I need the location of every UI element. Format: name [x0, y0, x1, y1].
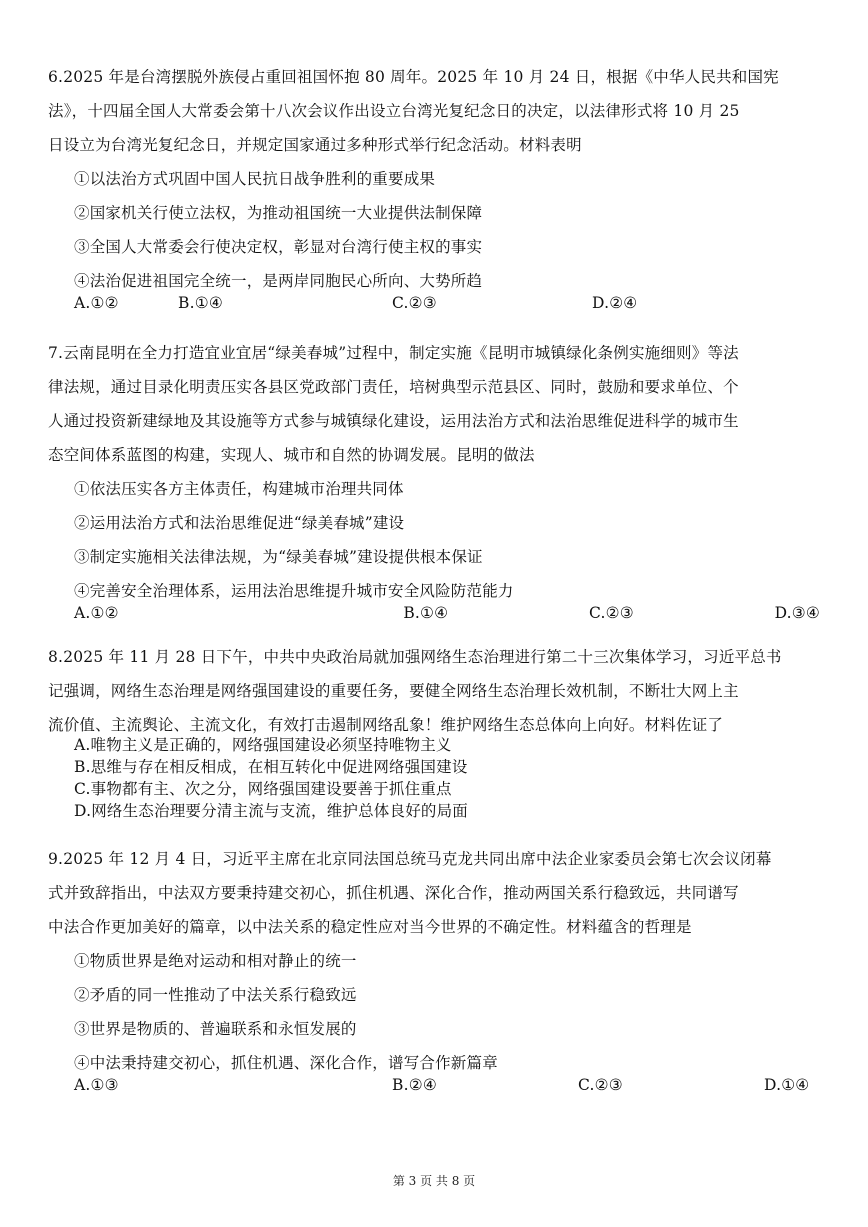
question-stem-line: 中法合作更加美好的篇章，以中法关系的稳定性应对当今世界的不确定性。材料蕴含的哲理是	[48, 918, 692, 936]
option-d[interactable]: D.①④	[764, 1076, 810, 1094]
statement: ②矛盾的同一性推动了中法关系行稳致远	[74, 986, 357, 1004]
statement: ②国家机关行使立法权，为推动祖国统一大业提供法制保障	[74, 204, 483, 222]
question-stem-line: 法》，十四届全国人大常委会第十八次会议作出设立台湾光复纪念日的决定，以法律形式将 10 月 25	[48, 102, 740, 120]
statement: ④完善安全治理体系，运用法治思维提升城市安全风险防范能力	[74, 582, 514, 600]
option-b[interactable]: B.①④	[403, 604, 449, 622]
statement: ③制定实施相关法律法规，为“绿美春城”建设提供根本保证	[74, 548, 483, 566]
options-row	[48, 292, 820, 314]
statement: ③世界是物质的、普遍联系和永恒发展的	[74, 1020, 357, 1038]
question-stem-line: 式并致辞指出，中法双方要秉持建交初心，抓住机遇、深化合作，推动两国关系行稳致远，共同谱写	[48, 884, 739, 902]
question-7	[48, 336, 820, 624]
question-stem-line: 人通过投资新建绿地及其设施等方式参与城镇绿化建设，运用法治方式和法治思维促进科学的城市生	[48, 412, 739, 430]
statement: ①依法压实各方主体责任，构建城市治理共同体	[74, 480, 404, 498]
option-b[interactable]: B.②④	[392, 1076, 437, 1094]
option-a[interactable]: A.①③	[74, 1076, 119, 1094]
question-stem-line: 流价值、主流舆论、主流文化，有效打击遏制网络乱象！维护网络生态总体向上向好。材料佐证了	[48, 716, 724, 734]
option-a[interactable]: A.唯物主义是正确的，网络强国建设必须坚持唯物主义	[74, 736, 452, 754]
option-a[interactable]: A.①②	[74, 604, 119, 622]
option-b[interactable]: B.思维与存在相反相成，在相互转化中促进网络强国建设	[74, 758, 468, 776]
question-8	[48, 640, 820, 822]
option-d[interactable]: D.③④	[774, 604, 820, 622]
option-c[interactable]: C.②③	[578, 1076, 623, 1094]
option-b[interactable]: B.①④	[178, 294, 223, 312]
question-stem-line: 日设立为台湾光复纪念日，并规定国家通过多种形式举行纪念活动。材料表明	[48, 136, 582, 154]
option-c[interactable]: C.事物都有主、次之分，网络强国建设要善于抓住重点	[74, 780, 452, 798]
statement: ④中法秉持建交初心，抓住机遇、深化合作，谱写合作新篇章	[74, 1054, 498, 1072]
option-c[interactable]: C.②③	[392, 294, 437, 312]
question-6	[48, 60, 820, 314]
statement: ①以法治方式巩固中国人民抗日战争胜利的重要成果	[74, 170, 436, 188]
question-stem-line: 7.云南昆明在全力打造宜业宜居“绿美春城”过程中，制定实施《昆明市城镇绿化条例实施细则》等法	[48, 344, 739, 362]
question-stem-line: 记强调，网络生态治理是网络强国建设的重要任务，要健全网络生态治理长效机制，不断壮大网上主	[48, 682, 739, 700]
question-stem-line: 9.2025 年 12 月 4 日，习近平主席在北京同法国总统马克龙共同出席中法企业家委员会第七次会议闭幕	[48, 850, 772, 868]
statement: ④法治促进祖国完全统一，是两岸同胞民心所向、大势所趋	[74, 272, 483, 290]
question-stem-line: 态空间体系蓝图的构建，实现人、城市和自然的协调发展。昆明的做法	[48, 446, 535, 464]
options-row	[48, 602, 820, 624]
statement: ②运用法治方式和法治思维促进“绿美春城”建设	[74, 514, 405, 532]
option-a[interactable]: A.①②	[74, 294, 119, 312]
option-d[interactable]: D.②④	[592, 294, 638, 312]
statement: ①物质世界是绝对运动和相对静止的统一	[74, 952, 357, 970]
question-stem-line: 8.2025 年 11 月 28 日下午，中共中央政治局就加强网络生态治理进行第二十三次集体学习，习近平总书	[48, 648, 782, 666]
question-stem-line: 律法规，通过目录化明责压实各县区党政部门责任，培树典型示范县区、同时，鼓励和要求单位、个	[48, 378, 739, 396]
question-9	[48, 842, 820, 1096]
option-c[interactable]: C.②③	[588, 604, 634, 622]
question-stem-line: 6.2025 年是台湾摆脱外族侵占重回祖国怀抱 80 周年。2025 年 10 月 24 日，根据《中华人民共和国宪	[48, 68, 779, 86]
page-footer: 第 3 页 共 8 页	[392, 1174, 476, 1188]
options-row	[48, 1074, 820, 1096]
option-d[interactable]: D.网络生态治理要分清主流与支流，维护总体良好的局面	[74, 802, 469, 820]
statement: ③全国人大常委会行使决定权，彰显对台湾行使主权的事实	[74, 238, 483, 256]
